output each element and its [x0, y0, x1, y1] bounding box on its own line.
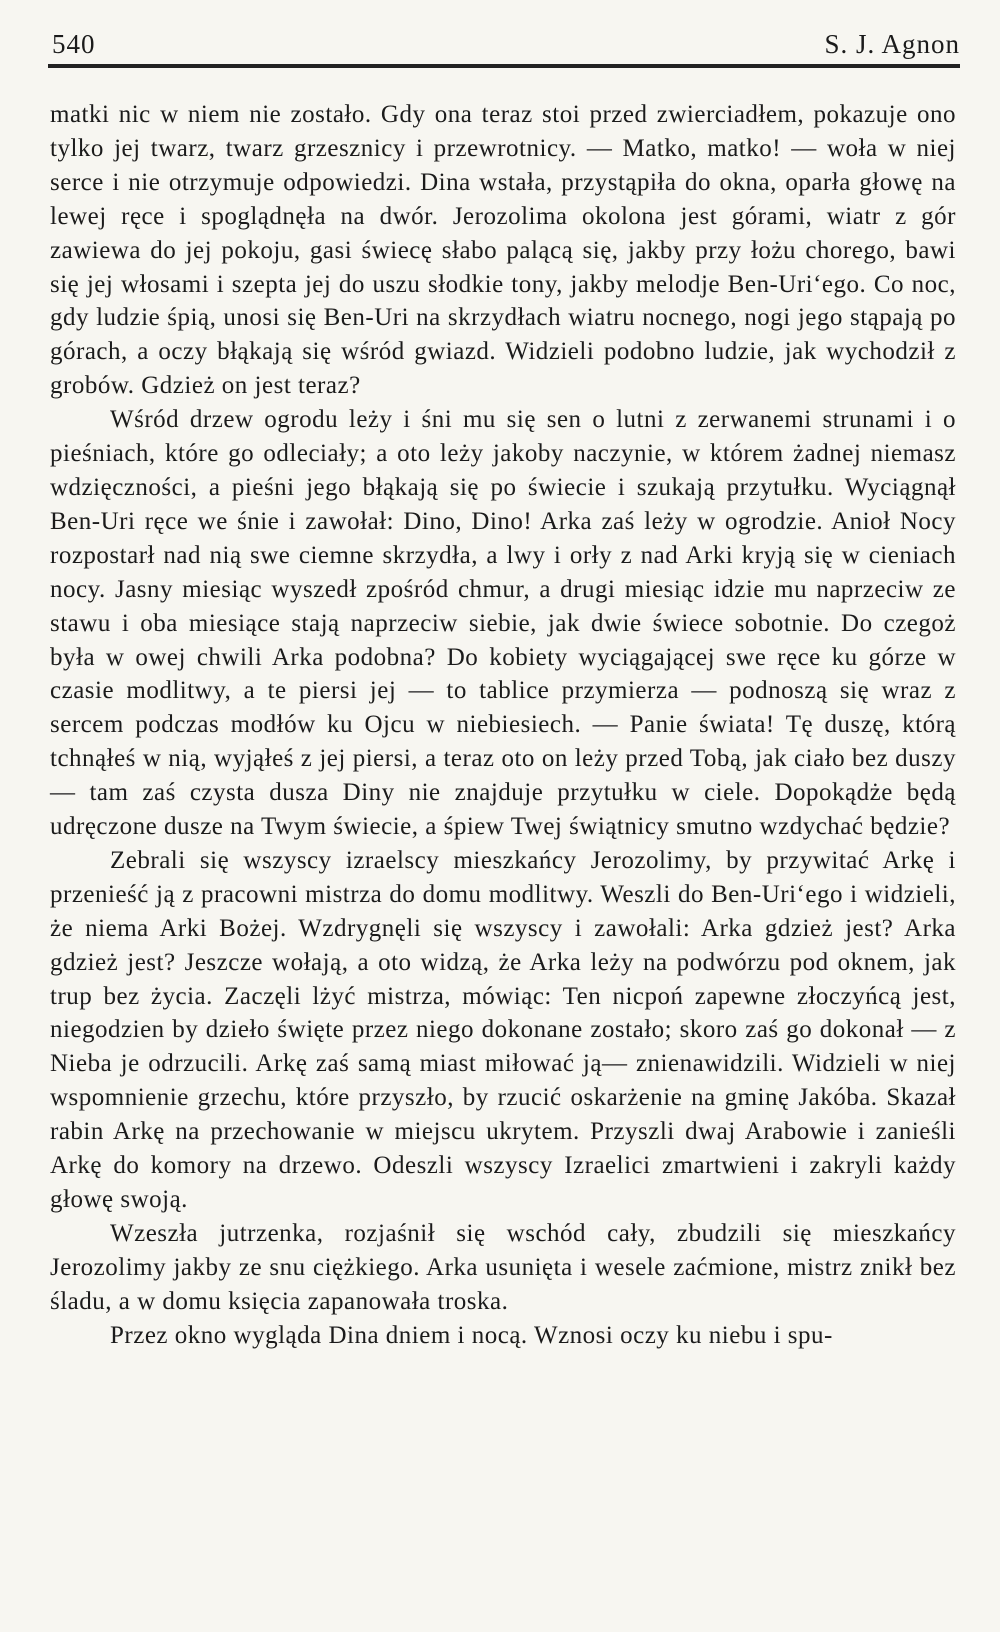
page-number: 540: [52, 29, 96, 59]
paragraph-3: Zebrali się wszyscy izraelscy mieszkańcy Jerozolimy, by przywitać Arkę i przenieść ją z pracowni mistrza do domu modlitwy. Weszli do Ben-Uri‘ego i widzieli, że niema Arki Bożej. Wzdrygnęli się wszyscy i zawołali: Arka gdzież jest? Arka gdzież jest? Jeszcze wołają, a oto widzą, że Arka leży na podwórzu pod oknem, jak trup bez życia. Zaczęli lżyć mistrza, mówiąc: Ten nicpoń zapewne złoczyńcą jest, niegodzien by dzieło święte przez niego dokonane zostało; skoro zaś go dokonał — z Nieba je odrzucili. Arkę zaś samą miast miłować ją— znienawidzili. Widzieli w niej wspomnienie grzechu, które przyszło, by rzucić oskarżenie na gminę Jakóba. Skazał rabin Arkę na przechowanie w miejscu ukrytem. Przyszli dwaj Arabowie i zanieśli Arkę do komory na drzewo. Odeszli wszyscy Izraelici zmartwieni i zakryli każdy głowę swoją.: [50, 846, 956, 1213]
paragraph-4: Wzeszła jutrzenka, rozjaśnił się wschód cały, zbudzili się mieszkańcy Jerozolimy jakby ze snu ciężkiego. Arka usunięta i wesele zaćmione, mistrz znikł bez śladu, a w domu księcia zapanowała troska.: [50, 1219, 956, 1315]
paragraph-1: matki nic w niem nie zostało. Gdy ona teraz stoi przed zwierciadłem, pokazuje ono tylko jej twarz, twarz grzesznicy i przewrotnicy. — Matko, matko! — woła w niej serce i nie otrzymuje odpowiedzi. Dina wstała, przystąpiła do okna, oparła głowę na lewej ręce i spoglądnęła na dwór. Jerozolima okolona jest górami, wiatr z gór zawiewa do jej pokoju, gasi świecę słabo palącą się, jakby przy łożu chorego, bawi się jej włosami i szepta jej do uszu słodkie tony, jakby melodje Ben-Uri‘ego. Co noc, gdy ludzie śpią, unosi się Ben-Uri na skrzydłach wiatru nocnego, nogi jego stąpają po górach, a oczy błąkają się wśród gwiazd. Widzieli podobno ludzie, jak wychodził z grobów. Gdzież on jest teraz?: [50, 101, 956, 400]
paragraph-5: Przez okno wygląda Dina dniem i nocą. Wznosi oczy ku niebu i spu-: [110, 1321, 833, 1349]
running-title: S. J. Agnon: [824, 29, 960, 59]
header-rule: [48, 64, 960, 68]
body-text: [50, 98, 956, 1353]
page-header: [52, 20, 960, 60]
paragraph-2: Wśród drzew ogrodu leży i śni mu się sen o lutni z zerwanemi strunami i o pieśniach, które go odleciały; a oto leży jakoby naczynie, w którem żadnej niemasz wdzięczności, a pieśni jego błąkają się po świecie i szukają przytułku. Wyciągnął Ben-Uri ręce we śnie i zawołał: Dino, Dino! Arka zaś leży w ogrodzie. Anioł Nocy rozpostarł nad nią swe ciemne skrzydła, a lwy i orły z nad Arki kryją się w cieniach nocy. Jasny miesiąc wyszedł zpośród chmur, a drugi miesiąc idzie mu naprzeciw ze stawu i oba miesiące stają naprzeciw siebie, jak dwie świece sobotnie. Do czegoż była w owej chwili Arka podobna? Do kobiety wyciągającej swe ręce ku górze w czasie modlitwy, a te piersi jej — to tablice przymierza — podnoszą się wraz z sercem podczas modłów ku Ojcu w niebiesiech. — Panie świata! Tę duszę, którą tchnąłeś w nią, wyjąłeś z jej piersi, a teraz oto on leży przed Tobą, jak ciało bez duszy — tam zaś czysta dusza Diny nie znajduje przytułku w ciele. Dopokądże będą udręczone dusze na Twym świecie, a śpiew Twej świątnicy smutno wzdychać będzie?: [50, 406, 956, 841]
